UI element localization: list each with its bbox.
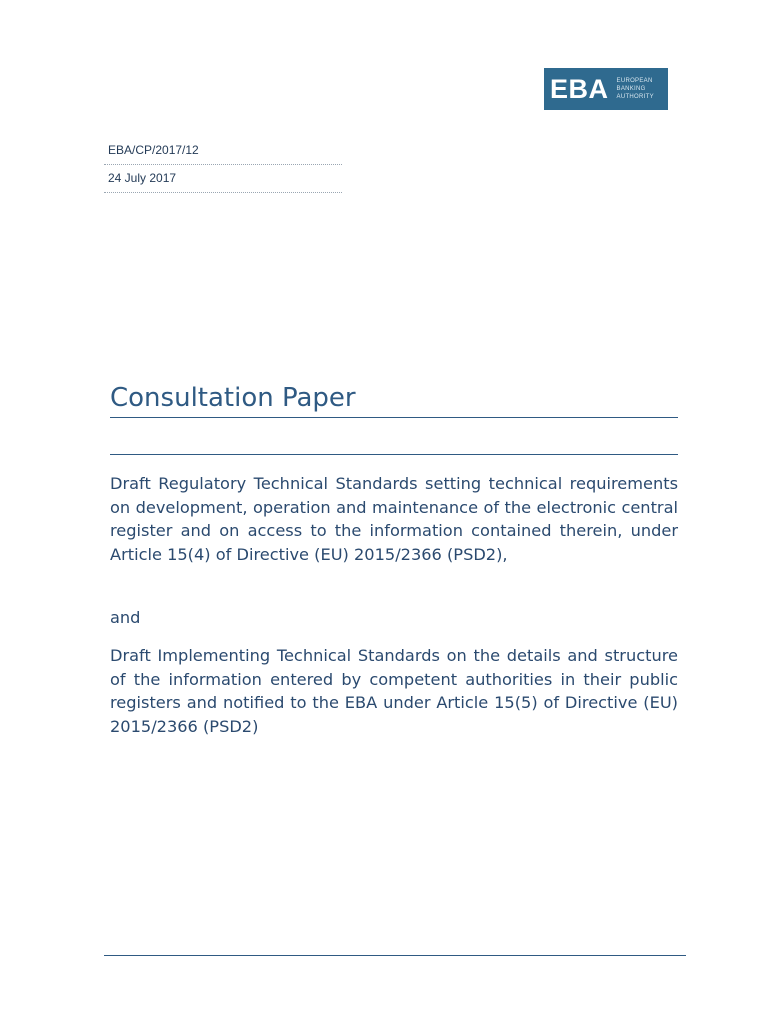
logo-mark: EBA: [550, 73, 609, 104]
logo-wordmark: [617, 77, 654, 101]
logo-line-1: EUROPEAN: [616, 78, 653, 84]
document-reference: EBA/CP/2017/12: [104, 143, 342, 165]
footer-divider: [104, 955, 686, 956]
logo-line-3: AUTHORITY: [616, 94, 654, 100]
eba-logo: [544, 68, 668, 110]
logo-line-2: BANKING: [616, 86, 646, 92]
paragraph-its: Draft Implementing Technical Standards on the details and structure of the information entered by competent authorities in their public registers and notified to the EBA under Article 15(5) of Directive (EU) 2015/2366 (PSD2): [110, 646, 678, 736]
document-date: 24 July 2017: [104, 171, 342, 193]
title-divider: [110, 454, 678, 455]
page-title: Consultation Paper: [110, 383, 678, 418]
connector-text: and: [110, 608, 141, 627]
paragraph-rts: Draft Regulatory Technical Standards setting technical requirements on development, operation and maintenance of the electronic central register and on access to the information contained therein, under Article 15(4) of Directive (EU) 2015/2366 (PSD2),: [110, 474, 678, 564]
